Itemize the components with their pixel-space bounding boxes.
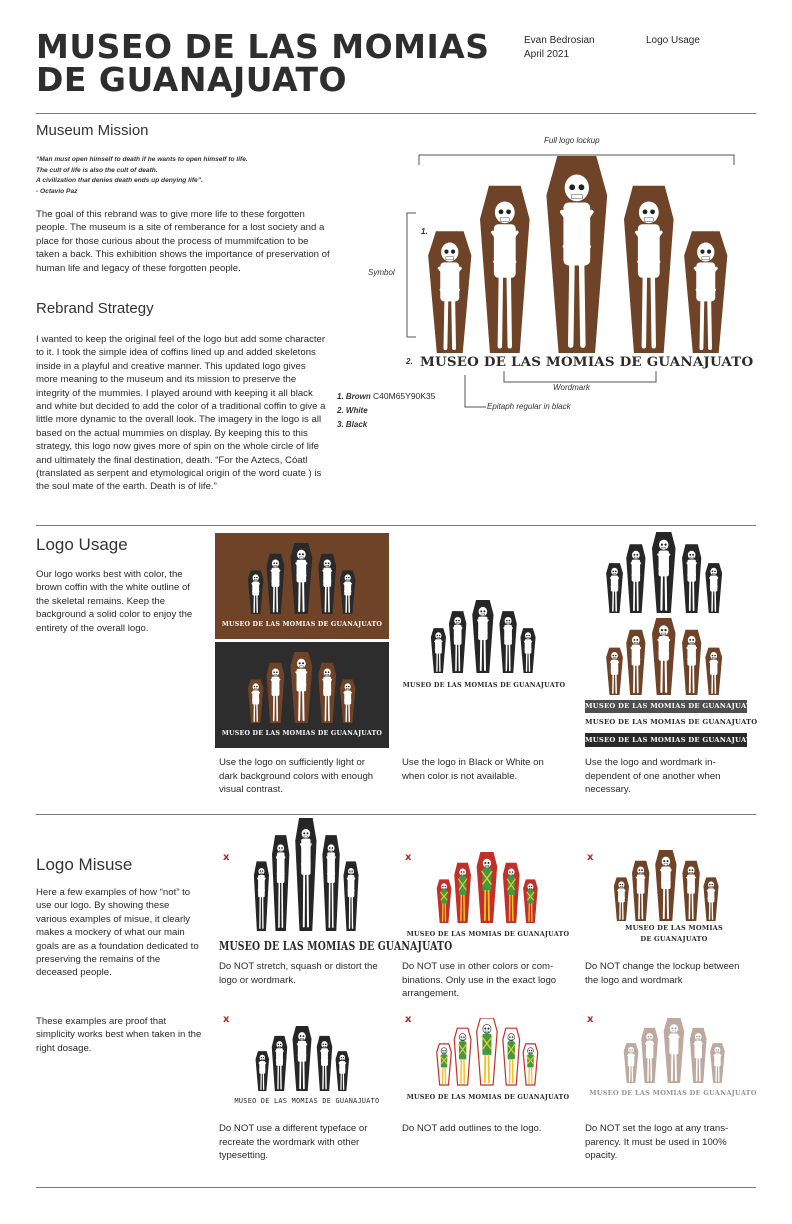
- misuse-caption: Do NOT change the lockup between the logo and wordmark: [585, 961, 740, 986]
- misuse-x-mark: x: [223, 1014, 230, 1025]
- misuse-body: Here a few examples of how “not” to use our logo. By showing these various examples of misue, it clearly makes a mockery of what our main goals are as a foundation dedicated to preserving the remains of the deceased people.: [36, 887, 199, 979]
- usage-wordmark: MUSEO DE LAS MOMIAS DE GUANAJUATO: [221, 730, 383, 737]
- coffin-group: [603, 618, 727, 696]
- divider: [36, 113, 756, 114]
- misuse-transparency: [585, 1018, 761, 1104]
- misuse-stretched: [219, 818, 453, 960]
- misuse-wordmark: MUSEO DE LAS MOMIAS DE GUANAJUATO: [219, 940, 453, 954]
- misuse-outlines: [402, 1018, 574, 1108]
- coffin-group: [253, 1026, 353, 1092]
- coffin-group: [603, 532, 727, 614]
- usage-heading: Logo Usage: [36, 535, 128, 554]
- color-black: 3. Black: [337, 420, 368, 429]
- coffin-group: [245, 543, 360, 615]
- coffin-group: [611, 850, 723, 922]
- coffin-group: [434, 852, 542, 924]
- misuse-heading: Logo Misuse: [36, 855, 133, 874]
- misuse-x-mark: x: [587, 852, 594, 863]
- usage-caption: Use the logo in Black or White on when color is not available.: [402, 757, 544, 782]
- quote-line: A civilization that denies death ends up denying life”.: [36, 177, 203, 184]
- mission-quote: [36, 155, 336, 197]
- font-label: Epitaph regular in black: [487, 402, 571, 411]
- author: Evan Bedrosian: [524, 35, 595, 46]
- label-num-2: 2.: [406, 357, 413, 366]
- misuse-x-mark: x: [223, 852, 230, 863]
- usage-dark-background: [215, 642, 389, 748]
- misuse-x-mark: x: [405, 1014, 412, 1025]
- usage-wordmark: MUSEO DE LAS MOMIAS DE GUANAJUATO: [402, 681, 566, 689]
- quote-line: The cult of life is also the cult of death.: [36, 166, 158, 174]
- mission-heading: Museum Mission: [36, 122, 149, 139]
- color-brown: 1. Brown C40M65Y90K35: [337, 391, 436, 401]
- wordmark-bracket: [502, 370, 660, 384]
- page-title: MUSEO DE LAS MOMIAS DE GUANAJUATO: [36, 27, 490, 99]
- misuse-caption: Do NOT use in other colors or com-binations. Only use in the exact logo arrangement.: [402, 961, 557, 1000]
- misuse-caption: Do NOT set the logo at any trans-parency. It must be used in 100% opacity.: [585, 1123, 729, 1162]
- symbol-bracket: [402, 212, 418, 340]
- misuse-body-2: These examples are proof that simplicity works best when taken in the right dosage.: [36, 1016, 202, 1054]
- misuse-wordmark: MUSEO DE LAS MOMIAS DE GUANAJUATO: [406, 930, 570, 938]
- quote-line: - Octavio Paz: [36, 187, 78, 195]
- usage-black-logo: [396, 600, 572, 692]
- wordmark-label: Wordmark: [553, 383, 590, 392]
- misuse-wordmark-alt: MUSEO DE LAS MOMIAS DE GUANAJUATO: [234, 1097, 380, 1105]
- mission-body: The goal of this rebrand was to give more life to these forgotten people. The museum is a site of remberance for a lost society and a place for those curious about the process of mummifcation to be taken a back. This exhibition shows the importance of preservation of human life and legacy of these forgotten people.: [36, 209, 330, 274]
- divider: [36, 525, 756, 526]
- misuse-x-mark: x: [405, 852, 412, 863]
- misuse-wordmark-faded: MUSEO DE LAS MOMIAS DE GUANAJUATO: [589, 1089, 757, 1097]
- main-wordmark: MUSEO DE LAS MOMIAS DE GUANAJUATO: [420, 354, 754, 370]
- doc-type: Logo Usage: [646, 35, 700, 46]
- misuse-lockup: [585, 850, 749, 946]
- usage-wordmark-dark: MUSEO DE LAS MOMIAS DE GUANAJUATO: [585, 700, 747, 713]
- quote-line: “Man must open himself to death if he wants to open himself to life.: [36, 156, 248, 163]
- misuse-x-mark: x: [587, 1014, 594, 1025]
- misuse-caption: Do NOT use a different typeface or recreate the wordmark with other typesetting.: [219, 1123, 368, 1162]
- usage-wordmark-black: MUSEO DE LAS MOMIAS DE GUANAJUATO: [585, 733, 747, 747]
- divider: [36, 814, 756, 815]
- misuse-colors: [402, 852, 574, 944]
- coffin-group: [251, 818, 363, 932]
- coffin-group: [420, 156, 740, 354]
- full-lockup-label: Full logo lockup: [544, 136, 600, 145]
- misuse-typeface: [219, 1026, 395, 1110]
- color-list: [337, 389, 435, 432]
- usage-body: Our logo works best with color, the brown coffin with the white outline of the skeletal remains. Keep the background a solid color to enjoy the entirety of the overall logo.: [36, 569, 193, 634]
- usage-caption: Use the logo and wordmark in-dependent of one another when necessary.: [585, 757, 721, 796]
- coffin-group: [434, 1018, 542, 1086]
- color-white: 2. White: [337, 406, 368, 415]
- divider: [36, 1187, 756, 1188]
- coffin-group: [428, 600, 540, 674]
- strategy-body: I wanted to keep the original feel of the logo but add some character to it. I took the simple idea of coffins lined up and added skeletons inside in a playful and creative manner. This updated logo gives more meaning to the museum and its mission to preserve the integrity of the mummies. I played around with keeping it all black and white but decided to add the color of a traditional coffin to give a little more dynamic to the overall look. The imagery in the logo is all based on the actual mummies on display. By keeping this to this strategy, this logo now gives more of spin on the whole circle of life and ultimately the final destination, death. “For the Aztecs, Cóatl (translated as serpent and etymological origin of the word cuate ) is the soul mate of the earth. Death is of life.”: [36, 334, 326, 493]
- usage-caption: Use the logo on sufficiently light or dark background colors with enough visual contrast.: [219, 757, 374, 796]
- coffin-group: [621, 1018, 729, 1084]
- coffin-group: [245, 652, 360, 724]
- usage-wordmark-plain: MUSEO DE LAS MOMIAS DE GUANAJUATO: [585, 718, 758, 726]
- font-leader: [462, 374, 488, 410]
- misuse-wordmark-wrapped: MUSEO DE LAS MOMIAS DE GUANAJUATO: [625, 924, 723, 943]
- strategy-heading: Rebrand Strategy: [36, 300, 154, 317]
- date: April 2021: [524, 49, 570, 60]
- misuse-caption: Do NOT stretch, squash or distort the logo or wordmark.: [219, 961, 378, 986]
- label-num-1: 1.: [421, 227, 428, 236]
- main-logo-symbol: [420, 156, 740, 354]
- misuse-wordmark: MUSEO DE LAS MOMIAS DE GUANAJUATO: [406, 1093, 570, 1101]
- symbol-label: Symbol: [368, 268, 395, 277]
- usage-independent: [585, 532, 758, 750]
- usage-brown-background: [215, 533, 389, 639]
- misuse-caption: Do NOT add outlines to the logo.: [402, 1123, 542, 1134]
- usage-wordmark: MUSEO DE LAS MOMIAS DE GUANAJUATO: [221, 621, 383, 628]
